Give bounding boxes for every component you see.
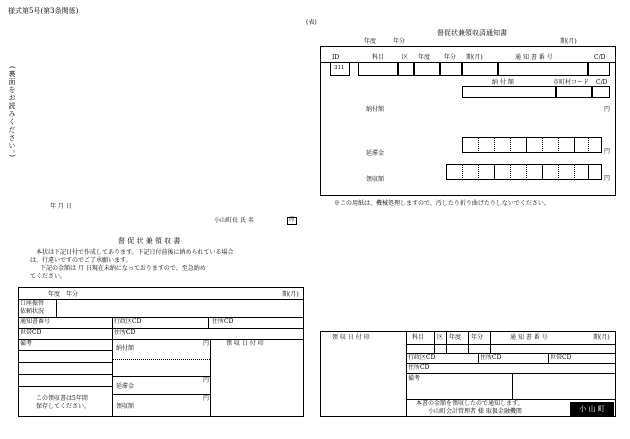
yen-3: 円 xyxy=(604,175,611,182)
divider xyxy=(434,331,435,353)
digit-sep xyxy=(510,164,511,180)
digit-sep xyxy=(526,164,527,180)
divider xyxy=(406,353,616,354)
divider xyxy=(56,299,57,317)
keep-note-1: この領収書は5年間 xyxy=(36,395,88,402)
ki-cell xyxy=(462,62,498,76)
divider xyxy=(112,339,113,417)
divider xyxy=(18,362,112,363)
ku-cell xyxy=(398,62,414,76)
notice-title: 督促状兼領収済通知書 xyxy=(437,29,507,37)
digit-sep xyxy=(574,164,575,180)
machine-note: ※この用紙は、機械処理しますので、汚したり折り曲げたりしないでください。 xyxy=(334,200,550,207)
divider xyxy=(208,317,209,328)
divider xyxy=(406,373,616,374)
notice-nendo: 年度 xyxy=(364,38,377,45)
br-gyosei: 行政区CD xyxy=(408,354,436,361)
br-ryoshu-date: 領 収 日 付 印 xyxy=(332,334,370,341)
br-ku: 区 xyxy=(437,334,444,341)
bl-yen-2: 円 xyxy=(203,377,210,384)
digit-sep xyxy=(558,164,559,180)
br-nendo: 年度 xyxy=(449,334,462,341)
tsuchi-cell xyxy=(498,62,588,76)
br-setai: 世帯CD xyxy=(550,354,572,361)
jusho-label: 住所CD xyxy=(212,318,234,325)
entai-label: 延滞金 xyxy=(366,150,385,157)
br-jusho: 住所CD xyxy=(480,354,502,361)
br-nenbun: 年分 xyxy=(471,334,484,341)
digit-sep xyxy=(494,137,495,153)
ryoshu-digits xyxy=(446,164,602,180)
letter-body-1: 本状は下記日付で作成してあります。下記日付前後に納められている場合 xyxy=(36,249,234,256)
divider xyxy=(406,363,616,364)
keep-note-2: 保存してください。 xyxy=(36,403,91,410)
setai-label: 世帯CD xyxy=(20,329,42,336)
koza-label: 口座振替 xyxy=(20,300,45,307)
bl-nendo: 年度 xyxy=(48,291,61,298)
divider xyxy=(18,350,112,351)
cd2-cell xyxy=(592,86,610,98)
ku-label: 区 xyxy=(402,54,409,61)
nendo-cell xyxy=(414,62,440,76)
divider xyxy=(210,339,211,417)
gyosei-label: 行政区CD xyxy=(114,318,142,325)
cd-label: C/D xyxy=(594,54,606,61)
yen-2: 円 xyxy=(604,148,611,155)
divider xyxy=(18,328,304,329)
digit-sep xyxy=(478,137,479,153)
ryoshu-label: 領収額 xyxy=(366,176,385,183)
br-tsuchi: 通 知 書 番 号 xyxy=(510,334,548,341)
divider xyxy=(446,331,447,353)
digit-sep xyxy=(588,164,589,180)
nofu-gaku-label: 納 付 額 xyxy=(492,79,514,86)
divider xyxy=(18,386,112,387)
br-ki: 期(月) xyxy=(593,334,610,341)
nendo-label: 年度 xyxy=(418,54,431,61)
divider xyxy=(18,317,304,318)
digit-sep xyxy=(462,164,463,180)
letter-body-3: 下記の金額は 月 日現在未納になっておりますので、至急納め xyxy=(40,265,206,272)
koyama-stamp: 小 山 町 xyxy=(570,402,614,416)
digit-sep xyxy=(494,164,495,180)
br-jusho2: 住所CD xyxy=(408,364,430,371)
divider xyxy=(468,331,469,353)
bl-entai: 延滞金 xyxy=(116,383,135,390)
bl-ryoshu: 領収額 xyxy=(116,403,135,410)
mayor-name: 小山町長 氏 名 xyxy=(214,217,254,224)
digit-sep xyxy=(588,137,589,153)
divider xyxy=(406,344,616,345)
bl-yen-3: 円 xyxy=(203,395,210,402)
digit-sep xyxy=(542,164,543,180)
tsuchi-label: 通 知 書 番 号 xyxy=(515,54,553,61)
bl-ki: 期(月) xyxy=(282,291,299,298)
divider xyxy=(112,394,210,395)
form-number: 様式第5号(第3条関係) xyxy=(8,7,79,15)
letter-body-4: てください。 xyxy=(30,273,67,280)
nenbun-cell xyxy=(440,62,462,76)
br-kamoku: 科目 xyxy=(412,334,425,341)
divider xyxy=(112,359,210,360)
bl-yen-1: 円 xyxy=(203,340,210,347)
letter-body-2: は、行違いですのでご了承願います。 xyxy=(30,257,132,264)
notice-nenbun: 年分 xyxy=(393,38,406,45)
id-label: ID xyxy=(332,54,340,61)
divider xyxy=(18,299,304,300)
divider xyxy=(18,374,112,375)
tsuchi-label: 通知書番号 xyxy=(20,318,51,325)
shichoson-cell xyxy=(556,86,592,98)
nenbun-label: 年分 xyxy=(444,54,457,61)
shichoson-label: 市町村コード xyxy=(553,79,590,86)
bl-ryoshu-date: 領 収 日 付 印 xyxy=(226,340,264,347)
bl-nofu: 納付額 xyxy=(116,345,135,352)
letter-date: 年 月 日 xyxy=(50,203,72,210)
digit-sep xyxy=(510,137,511,153)
divider xyxy=(548,353,549,363)
nofu-gaku-cell xyxy=(462,86,556,98)
divider xyxy=(490,331,491,353)
br-msg-2: 小山町会計管理者 様 取扱金融機関 xyxy=(428,408,522,415)
yen-1: 円 xyxy=(604,106,611,113)
br-biko: 備考 xyxy=(408,375,421,382)
notice-ki: 期(月) xyxy=(560,38,577,45)
cd2-label: C/D xyxy=(596,79,608,86)
omote-label: (表) xyxy=(306,19,317,26)
biko-label: 備考 xyxy=(20,340,33,347)
digit-sep xyxy=(542,137,543,153)
divider xyxy=(478,353,479,363)
side-note: (裏面をお読みください。) xyxy=(8,66,16,158)
bl-nenbun: 年分 xyxy=(66,291,79,298)
divider xyxy=(112,376,210,377)
digit-sep xyxy=(478,164,479,180)
cd-cell xyxy=(588,62,610,76)
kamoku-label: 科目 xyxy=(372,54,385,61)
br-msg-1: 本書の金額を領収したので通知します。 xyxy=(416,400,524,407)
ki-label: 期(月) xyxy=(466,54,483,61)
seal-mark: 印 xyxy=(289,217,295,223)
id-value: 311 xyxy=(334,65,345,71)
entai-digits xyxy=(462,137,602,153)
letter-title: 督 促 状 兼 領 収 書 xyxy=(118,237,181,245)
irai-label: 依頼状況 xyxy=(20,308,45,315)
nofu-label: 納付額 xyxy=(366,106,385,113)
kamoku-cell xyxy=(358,62,398,76)
jusho2-label: 住所CD xyxy=(114,329,136,336)
digit-sep xyxy=(526,137,527,153)
digit-sep xyxy=(558,137,559,153)
digit-sep xyxy=(574,137,575,153)
divider xyxy=(512,373,513,399)
